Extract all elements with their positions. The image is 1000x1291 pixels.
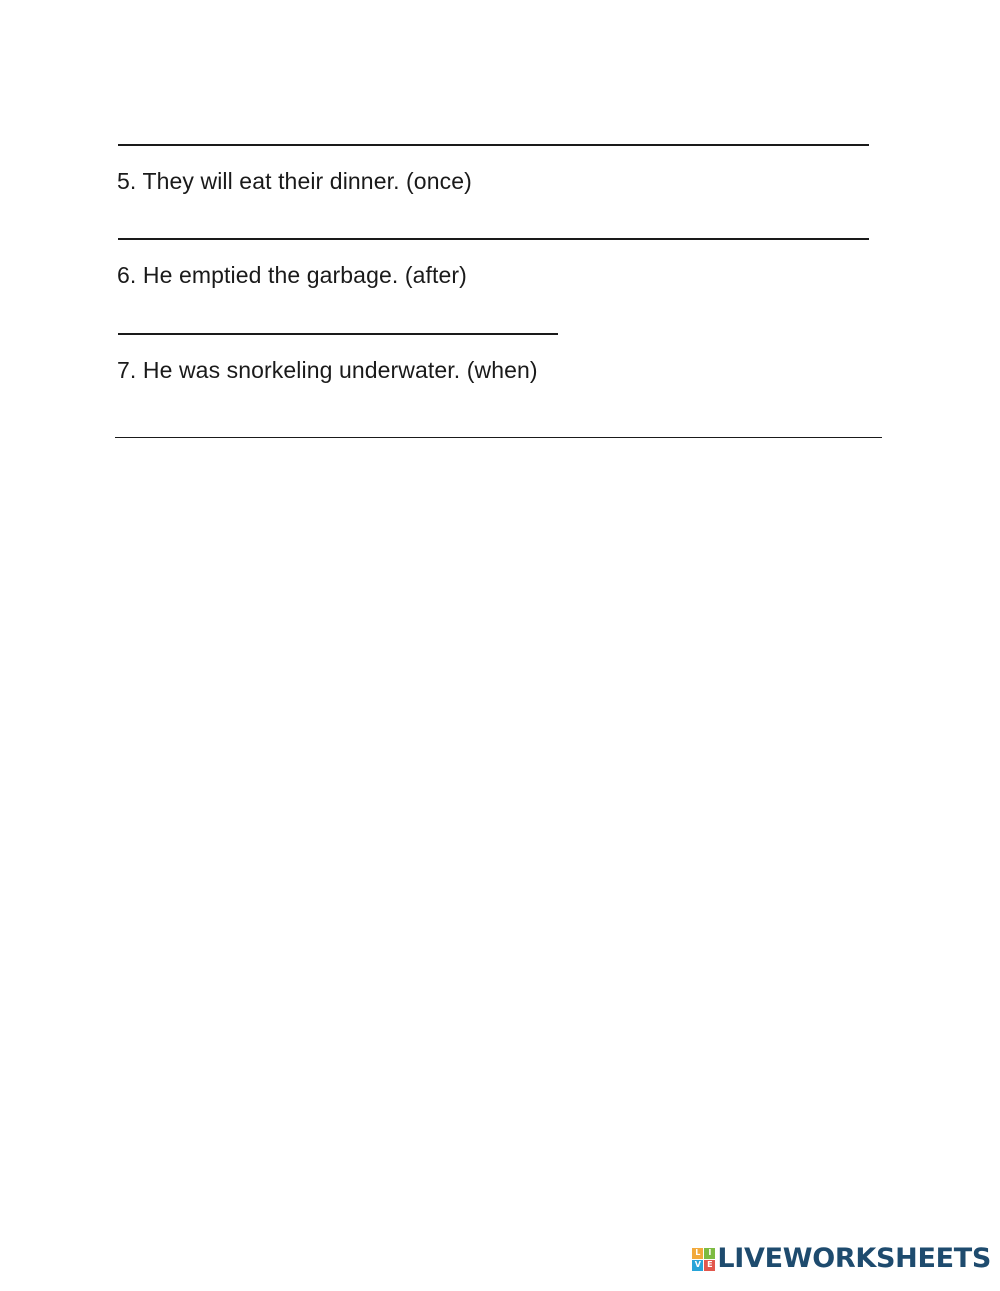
liveworksheets-logo bbox=[692, 1244, 991, 1274]
question-5: 5. They will eat their dinner. (once) bbox=[117, 168, 472, 194]
brand-name: LIVEWORKSHEETS bbox=[717, 1243, 991, 1274]
logo-cell-l: L bbox=[692, 1248, 703, 1259]
logo-cell-v: V bbox=[692, 1260, 703, 1271]
logo-cell-i: I bbox=[704, 1248, 715, 1259]
question-6: 6. He emptied the garbage. (after) bbox=[117, 262, 467, 288]
logo-mark-icon bbox=[692, 1248, 715, 1271]
question-7: 7. He was snorkeling underwater. (when) bbox=[117, 357, 538, 383]
answer-line-7 bbox=[115, 437, 882, 438]
answer-line-6 bbox=[118, 333, 558, 335]
logo-cell-e: E bbox=[704, 1260, 715, 1271]
answer-line-5 bbox=[118, 238, 869, 240]
answer-line-4 bbox=[118, 144, 869, 146]
